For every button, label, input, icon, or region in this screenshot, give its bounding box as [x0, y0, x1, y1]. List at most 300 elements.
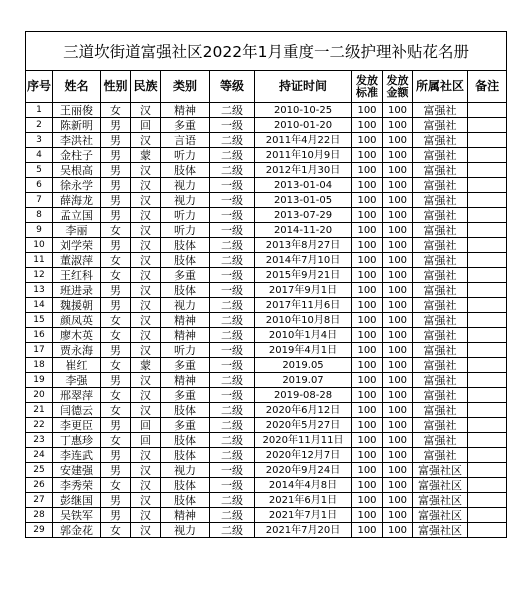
cell-level: 一级: [210, 283, 255, 298]
cell-ethnicity: 汉: [131, 268, 161, 283]
cell-no: 4: [26, 148, 53, 163]
cell-no: 7: [26, 193, 53, 208]
cell-category: 听力: [161, 343, 210, 358]
cell-name: 贾永海: [53, 343, 101, 358]
cell-level: 二级: [210, 418, 255, 433]
cell-name: 王红科: [53, 268, 101, 283]
cell-community: 富强社: [413, 418, 468, 433]
header-standard: [352, 71, 383, 103]
cell-standard: 100: [352, 133, 383, 148]
cell-remark: [468, 388, 507, 403]
cell-gender: 男: [101, 283, 131, 298]
cell-community: 富强社: [413, 253, 468, 268]
cell-gender: 男: [101, 418, 131, 433]
cell-amount: 100: [383, 433, 413, 448]
cell-amount: 100: [383, 223, 413, 238]
cell-remark: [468, 253, 507, 268]
table-row: [26, 283, 507, 298]
cell-remark: [468, 523, 507, 538]
cell-no: 28: [26, 508, 53, 523]
cell-no: 22: [26, 418, 53, 433]
cell-gender: 男: [101, 373, 131, 388]
cell-gender: 女: [101, 313, 131, 328]
cell-ethnicity: 汉: [131, 448, 161, 463]
cell-ethnicity: 汉: [131, 463, 161, 478]
cell-cert-date: 2011年4月22日: [255, 133, 352, 148]
cell-ethnicity: 汉: [131, 388, 161, 403]
cell-amount: 100: [383, 148, 413, 163]
cell-cert-date: 2015年9月21日: [255, 268, 352, 283]
table-row: [26, 163, 507, 178]
cell-ethnicity: 汉: [131, 223, 161, 238]
header-amount-line1: 发放: [386, 73, 409, 87]
cell-cert-date: 2013年8月27日: [255, 238, 352, 253]
cell-no: 24: [26, 448, 53, 463]
cell-amount: 100: [383, 373, 413, 388]
cell-name: 李强: [53, 373, 101, 388]
cell-name: 李丽: [53, 223, 101, 238]
header-cert-date: 持证时间: [255, 71, 352, 103]
cell-standard: 100: [352, 163, 383, 178]
cell-standard: 100: [352, 523, 383, 538]
header-no: 序号: [26, 71, 53, 103]
table-row: [26, 178, 507, 193]
cell-ethnicity: 汉: [131, 208, 161, 223]
cell-community: 富强社: [413, 283, 468, 298]
cell-community: 富强社区: [413, 478, 468, 493]
table-row: [26, 103, 507, 118]
cell-community: 富强社: [413, 373, 468, 388]
cell-cert-date: 2013-01-04: [255, 178, 352, 193]
cell-amount: 100: [383, 448, 413, 463]
cell-category: 肢体: [161, 283, 210, 298]
cell-category: 多重: [161, 118, 210, 133]
cell-level: 二级: [210, 298, 255, 313]
cell-community: 富强社: [413, 313, 468, 328]
cell-gender: 女: [101, 403, 131, 418]
cell-standard: 100: [352, 238, 383, 253]
cell-name: 班进录: [53, 283, 101, 298]
cell-community: 富强社区: [413, 523, 468, 538]
cell-cert-date: 2017年11月6日: [255, 298, 352, 313]
cell-gender: 男: [101, 493, 131, 508]
cell-ethnicity: 回: [131, 433, 161, 448]
cell-amount: 100: [383, 388, 413, 403]
cell-standard: 100: [352, 223, 383, 238]
cell-name: 彭继国: [53, 493, 101, 508]
cell-cert-date: 2010-10-25: [255, 103, 352, 118]
cell-gender: 男: [101, 343, 131, 358]
cell-name: 闫德云: [53, 403, 101, 418]
cell-amount: 100: [383, 523, 413, 538]
cell-amount: 100: [383, 403, 413, 418]
cell-no: 13: [26, 283, 53, 298]
cell-community: 富强社: [413, 148, 468, 163]
cell-name: 崔红: [53, 358, 101, 373]
table-row: [26, 418, 507, 433]
table-row: [26, 223, 507, 238]
cell-name: 金柱子: [53, 148, 101, 163]
cell-cert-date: 2020年12月7日: [255, 448, 352, 463]
cell-category: 多重: [161, 268, 210, 283]
cell-remark: [468, 223, 507, 238]
cell-remark: [468, 298, 507, 313]
cell-level: 二级: [210, 373, 255, 388]
cell-community: 富强社: [413, 448, 468, 463]
table-row: [26, 193, 507, 208]
cell-remark: [468, 418, 507, 433]
header-level: 等级: [210, 71, 255, 103]
cell-gender: 男: [101, 298, 131, 313]
cell-cert-date: 2013-01-05: [255, 193, 352, 208]
cell-name: 董淑萍: [53, 253, 101, 268]
cell-ethnicity: 汉: [131, 478, 161, 493]
cell-amount: 100: [383, 283, 413, 298]
cell-community: 富强社: [413, 433, 468, 448]
cell-name: 刘学荣: [53, 238, 101, 253]
cell-no: 14: [26, 298, 53, 313]
cell-amount: 100: [383, 358, 413, 373]
header-row: [26, 71, 507, 103]
cell-category: 视力: [161, 178, 210, 193]
cell-ethnicity: 蒙: [131, 148, 161, 163]
cell-cert-date: 2020年11月11日: [255, 433, 352, 448]
cell-level: 二级: [210, 253, 255, 268]
cell-category: 肢体: [161, 253, 210, 268]
cell-cert-date: 2010年1月4日: [255, 328, 352, 343]
table-row: [26, 388, 507, 403]
table-row: [26, 148, 507, 163]
cell-community: 富强社: [413, 298, 468, 313]
cell-cert-date: 2014年7月10日: [255, 253, 352, 268]
cell-ethnicity: 汉: [131, 508, 161, 523]
cell-level: 二级: [210, 508, 255, 523]
cell-ethnicity: 汉: [131, 178, 161, 193]
cell-gender: 男: [101, 163, 131, 178]
cell-amount: 100: [383, 328, 413, 343]
cell-cert-date: 2014年4月8日: [255, 478, 352, 493]
cell-remark: [468, 178, 507, 193]
cell-no: 29: [26, 523, 53, 538]
cell-standard: 100: [352, 148, 383, 163]
cell-community: 富强社: [413, 103, 468, 118]
cell-name: 吴根高: [53, 163, 101, 178]
cell-name: 丁惠珍: [53, 433, 101, 448]
cell-cert-date: 2017年9月1日: [255, 283, 352, 298]
cell-standard: 100: [352, 478, 383, 493]
header-amount: [383, 71, 413, 103]
cell-ethnicity: 汉: [131, 103, 161, 118]
cell-name: 李更臣: [53, 418, 101, 433]
cell-amount: 100: [383, 208, 413, 223]
cell-category: 肢体: [161, 493, 210, 508]
cell-amount: 100: [383, 493, 413, 508]
cell-level: 二级: [210, 103, 255, 118]
cell-cert-date: 2011年10月9日: [255, 148, 352, 163]
cell-level: 二级: [210, 328, 255, 343]
cell-category: 肢体: [161, 163, 210, 178]
cell-standard: 100: [352, 373, 383, 388]
table-row: [26, 463, 507, 478]
cell-standard: 100: [352, 208, 383, 223]
cell-gender: 女: [101, 433, 131, 448]
cell-name: 廖木英: [53, 328, 101, 343]
cell-category: 多重: [161, 358, 210, 373]
cell-level: 二级: [210, 403, 255, 418]
cell-gender: 女: [101, 358, 131, 373]
table-row: [26, 343, 507, 358]
cell-level: 二级: [210, 523, 255, 538]
cell-ethnicity: 汉: [131, 253, 161, 268]
header-amount-line2: 金额: [386, 85, 409, 99]
cell-category: 肢体: [161, 448, 210, 463]
cell-standard: 100: [352, 103, 383, 118]
cell-name: 徐永学: [53, 178, 101, 193]
cell-amount: 100: [383, 253, 413, 268]
cell-cert-date: 2020年6月12日: [255, 403, 352, 418]
cell-gender: 男: [101, 148, 131, 163]
cell-community: 富强社区: [413, 463, 468, 478]
cell-amount: 100: [383, 418, 413, 433]
table-row: [26, 373, 507, 388]
cell-remark: [468, 478, 507, 493]
cell-remark: [468, 238, 507, 253]
cell-cert-date: 2012年1月30日: [255, 163, 352, 178]
cell-no: 2: [26, 118, 53, 133]
table-row: [26, 328, 507, 343]
cell-cert-date: 2014-11-20: [255, 223, 352, 238]
cell-category: 精神: [161, 508, 210, 523]
cell-remark: [468, 148, 507, 163]
cell-remark: [468, 463, 507, 478]
cell-amount: 100: [383, 268, 413, 283]
cell-level: 二级: [210, 163, 255, 178]
cell-gender: 男: [101, 448, 131, 463]
roster-table: [25, 31, 507, 538]
header-standard-line1: 发放: [356, 73, 378, 87]
cell-remark: [468, 493, 507, 508]
cell-community: 富强社: [413, 358, 468, 373]
table-row: [26, 133, 507, 148]
cell-no: 11: [26, 253, 53, 268]
cell-level: 一级: [210, 388, 255, 403]
cell-community: 富强社: [413, 328, 468, 343]
cell-no: 15: [26, 313, 53, 328]
cell-amount: 100: [383, 463, 413, 478]
cell-ethnicity: 汉: [131, 523, 161, 538]
cell-remark: [468, 358, 507, 373]
cell-name: 薛海龙: [53, 193, 101, 208]
cell-name: 邢翠萍: [53, 388, 101, 403]
cell-level: 二级: [210, 313, 255, 328]
cell-amount: 100: [383, 118, 413, 133]
cell-ethnicity: 汉: [131, 373, 161, 388]
cell-level: 二级: [210, 133, 255, 148]
cell-remark: [468, 163, 507, 178]
cell-remark: [468, 508, 507, 523]
cell-no: 23: [26, 433, 53, 448]
cell-level: 一级: [210, 478, 255, 493]
table-row: [26, 523, 507, 538]
cell-gender: 女: [101, 478, 131, 493]
cell-name: 李洪社: [53, 133, 101, 148]
cell-name: 李秀荣: [53, 478, 101, 493]
cell-standard: 100: [352, 418, 383, 433]
cell-ethnicity: 汉: [131, 163, 161, 178]
cell-gender: 女: [101, 388, 131, 403]
header-ethnicity: 民族: [131, 71, 161, 103]
header-category: 类别: [161, 71, 210, 103]
cell-community: 富强社: [413, 163, 468, 178]
cell-no: 9: [26, 223, 53, 238]
cell-cert-date: 2021年7月20日: [255, 523, 352, 538]
cell-no: 25: [26, 463, 53, 478]
cell-ethnicity: 汉: [131, 313, 161, 328]
cell-amount: 100: [383, 478, 413, 493]
cell-cert-date: 2019.07: [255, 373, 352, 388]
cell-amount: 100: [383, 313, 413, 328]
cell-gender: 男: [101, 118, 131, 133]
cell-cert-date: 2020年5月27日: [255, 418, 352, 433]
cell-ethnicity: 汉: [131, 403, 161, 418]
cell-amount: 100: [383, 193, 413, 208]
cell-category: 多重: [161, 388, 210, 403]
cell-gender: 男: [101, 508, 131, 523]
cell-category: 精神: [161, 328, 210, 343]
cell-no: 19: [26, 373, 53, 388]
table-row: [26, 493, 507, 508]
table-row: [26, 238, 507, 253]
cell-gender: 女: [101, 523, 131, 538]
cell-gender: 男: [101, 133, 131, 148]
cell-remark: [468, 283, 507, 298]
cell-category: 视力: [161, 193, 210, 208]
table-row: [26, 298, 507, 313]
cell-gender: 女: [101, 268, 131, 283]
cell-community: 富强社: [413, 343, 468, 358]
cell-gender: 女: [101, 328, 131, 343]
cell-ethnicity: 蒙: [131, 358, 161, 373]
cell-no: 3: [26, 133, 53, 148]
cell-cert-date: 2021年7月1日: [255, 508, 352, 523]
cell-level: 二级: [210, 433, 255, 448]
cell-remark: [468, 328, 507, 343]
cell-community: 富强社: [413, 118, 468, 133]
cell-category: 肢体: [161, 433, 210, 448]
cell-gender: 女: [101, 223, 131, 238]
cell-name: 陈新明: [53, 118, 101, 133]
roster-sheet: [25, 31, 506, 538]
table-row: [26, 433, 507, 448]
cell-community: 富强社区: [413, 508, 468, 523]
cell-category: 视力: [161, 463, 210, 478]
cell-ethnicity: 汉: [131, 193, 161, 208]
cell-category: 听力: [161, 148, 210, 163]
header-remark: 备注: [468, 71, 507, 103]
cell-cert-date: 2010-01-20: [255, 118, 352, 133]
cell-category: 精神: [161, 373, 210, 388]
cell-category: 肢体: [161, 478, 210, 493]
cell-community: 富强社: [413, 223, 468, 238]
table-row: [26, 118, 507, 133]
cell-community: 富强社: [413, 178, 468, 193]
cell-ethnicity: 汉: [131, 493, 161, 508]
cell-name: 吴铁军: [53, 508, 101, 523]
cell-name: 李连武: [53, 448, 101, 463]
cell-standard: 100: [352, 253, 383, 268]
cell-gender: 男: [101, 208, 131, 223]
cell-amount: 100: [383, 178, 413, 193]
cell-category: 精神: [161, 103, 210, 118]
cell-remark: [468, 403, 507, 418]
cell-gender: 男: [101, 238, 131, 253]
cell-level: 一级: [210, 343, 255, 358]
cell-standard: 100: [352, 358, 383, 373]
cell-category: 听力: [161, 208, 210, 223]
cell-standard: 100: [352, 298, 383, 313]
cell-cert-date: 2010年10月8日: [255, 313, 352, 328]
cell-name: 郭金花: [53, 523, 101, 538]
cell-standard: 100: [352, 343, 383, 358]
cell-standard: 100: [352, 388, 383, 403]
cell-standard: 100: [352, 118, 383, 133]
cell-level: 二级: [210, 493, 255, 508]
cell-remark: [468, 313, 507, 328]
cell-name: 王丽俊: [53, 103, 101, 118]
cell-amount: 100: [383, 508, 413, 523]
cell-amount: 100: [383, 133, 413, 148]
cell-remark: [468, 103, 507, 118]
cell-standard: 100: [352, 283, 383, 298]
cell-amount: 100: [383, 103, 413, 118]
page-title: 三道坎街道富强社区2022年1月重度一二级护理补贴花名册: [26, 32, 507, 71]
cell-community: 富强社: [413, 268, 468, 283]
header-gender: 性别: [101, 71, 131, 103]
cell-standard: 100: [352, 328, 383, 343]
cell-level: 一级: [210, 463, 255, 478]
cell-no: 5: [26, 163, 53, 178]
cell-cert-date: 2019年4月1日: [255, 343, 352, 358]
header-name: 姓名: [53, 71, 101, 103]
cell-category: 视力: [161, 523, 210, 538]
cell-level: 一级: [210, 358, 255, 373]
cell-remark: [468, 433, 507, 448]
cell-no: 6: [26, 178, 53, 193]
table-body: [26, 103, 507, 538]
cell-category: 肢体: [161, 403, 210, 418]
cell-standard: 100: [352, 313, 383, 328]
table-row: [26, 313, 507, 328]
cell-cert-date: 2019.05: [255, 358, 352, 373]
cell-community: 富强社: [413, 133, 468, 148]
cell-level: 二级: [210, 148, 255, 163]
cell-standard: 100: [352, 463, 383, 478]
cell-no: 21: [26, 403, 53, 418]
cell-category: 精神: [161, 313, 210, 328]
cell-category: 多重: [161, 418, 210, 433]
cell-ethnicity: 回: [131, 118, 161, 133]
cell-community: 富强社: [413, 403, 468, 418]
cell-cert-date: 2021年6月1日: [255, 493, 352, 508]
cell-ethnicity: 汉: [131, 343, 161, 358]
cell-no: 26: [26, 478, 53, 493]
cell-standard: 100: [352, 178, 383, 193]
cell-standard: 100: [352, 193, 383, 208]
cell-level: 一级: [210, 178, 255, 193]
cell-ethnicity: 汉: [131, 328, 161, 343]
cell-name: 孟立国: [53, 208, 101, 223]
cell-level: 一级: [210, 223, 255, 238]
